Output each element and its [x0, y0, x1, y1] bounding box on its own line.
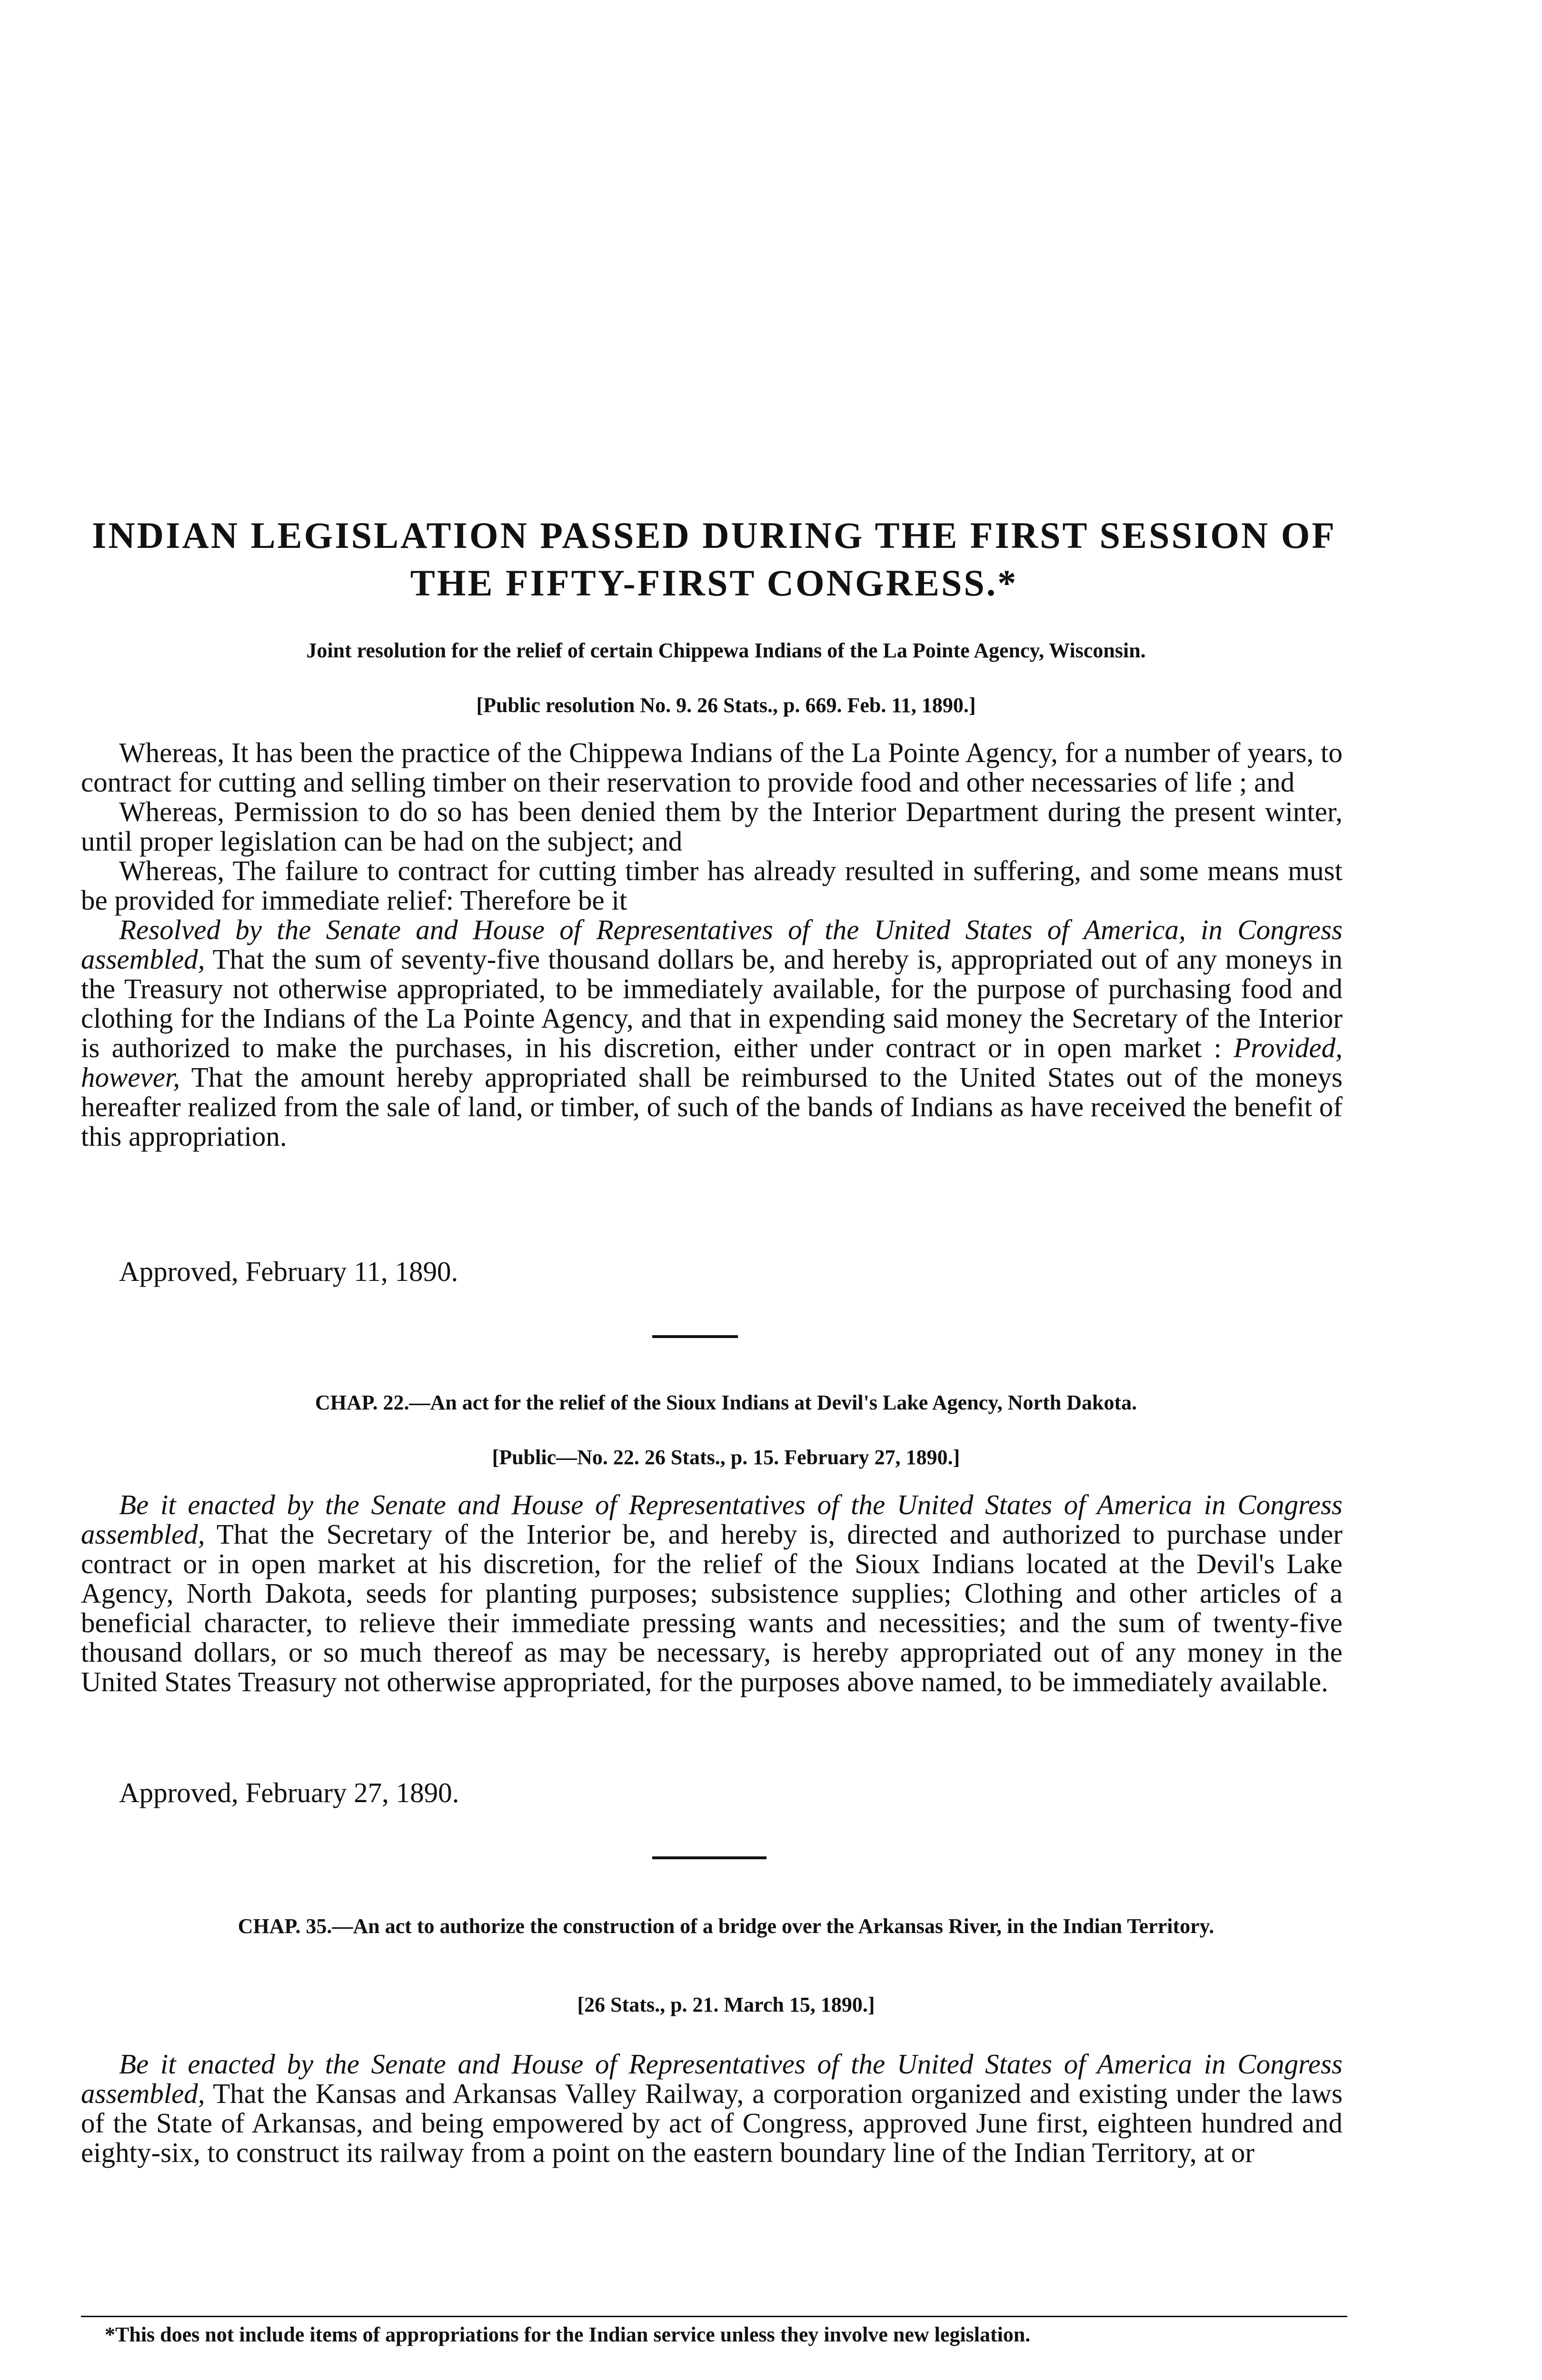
section-divider	[652, 1856, 766, 1859]
section-3-enactment	[81, 2049, 1343, 2167]
section-3-citation: [26 Stats., p. 21. March 15, 1890.]	[577, 1993, 875, 2016]
section-1-citation: [Public resolution No. 9. 26 Stats., p. 669. Feb. 11, 1890.]	[476, 694, 976, 717]
section-2-enactment	[81, 1490, 1343, 1696]
enactment-text: That the Secretary of the Interior be, and hereby is, directed and authorized to purchase under contract or in open market at his discretion, for the relief of the Sioux Indians located at the Devil's Lake Agency, North Dakota, seeds for planting purposes; subsistence supplies; Clothing and other articles of a beneficial character, to relieve their immediate pressing wants and necessities; and the sum of twenty-five thousand dollars, or so much thereof as may be necessary, is hereby appropriated out of any money in the United States Treasury not otherwise appropriated, for the purposes above named, to be immediately available.	[81, 1518, 1343, 1697]
resolution-enacting-clause: Resolved by the Senate and House of Representatives of the United States of America, in Congress assembled,	[81, 914, 1343, 975]
section-1-whereas-2: Whereas, Permission to do so has been denied them by the Interior Department during the present winter, until proper legislation can be had on the subject; and	[81, 796, 1343, 857]
section-2-approved: Approved, February 27, 1890.	[119, 1777, 459, 1808]
section-1-approved: Approved, February 11, 1890.	[119, 1256, 458, 1287]
title-line-2: THE FIFTY-FIRST CONGRESS.*	[410, 562, 1018, 604]
resolution-proviso: Provided, however,	[81, 1032, 1343, 1093]
resolution-text-b: That the amount hereby appropriated shall be reimbursed to the United States out of the moneys hereafter realized from the sale of land, or timber, of such of the bands of Indians as have received the benefit of this appropriation.	[81, 1061, 1343, 1152]
section-2-citation: [Public—No. 22. 26 Stats., p. 15. February 27, 1890.]	[492, 1446, 960, 1469]
title-line-1: INDIAN LEGISLATION PASSED DURING THE FIRST SESSION OF	[91, 515, 1337, 556]
section-3-body	[81, 2049, 1343, 2167]
section-2-body	[81, 1490, 1343, 1696]
section-1-whereas-1: Whereas, It has been the practice of the Chippewa Indians of the La Pointe Agency, for a number of years, to contract for cutting and selling timber on their reservation to provide food and other necessaries of life ; and	[81, 737, 1343, 798]
section-3-heading: CHAP. 35.—An act to authorize the construction of a bridge over the Arkansas River, in the Indian Territory.	[238, 1914, 1214, 1938]
section-1-resolution	[81, 915, 1343, 1151]
section-1-body	[81, 738, 1343, 1151]
resolution-text-a: That the sum of seventy-five thousand dollars be, and hereby is, appropriated out of any moneys in the Treasury not otherwise appropriated, to be immediately available, for the purpose of purchasing food and clothing for the Indians of the La Pointe Agency, and that in expending said money the Secretary of the Interior is authorized to make the purchases, in his discretion, either under contract or in open market :	[81, 943, 1343, 1063]
page-title	[71, 512, 1357, 607]
section-divider	[652, 1335, 738, 1338]
section-1-heading: Joint resolution for the relief of certain Chippewa Indians of the La Pointe Agency, Wisconsin.	[306, 639, 1146, 662]
footnote: *This does not include items of appropriations for the Indian service unless they involve new legislation.	[105, 2323, 1031, 2346]
enactment-text: That the Kansas and Arkansas Valley Railway, a corporation organized and existing under the laws of the State of Arkansas, and being empowered by act of Congress, approved June first, eighteen hundred and eighty-six, to construct its railway from a point on the eastern boundary line of the Indian Territory, at or	[81, 2078, 1343, 2168]
section-2-heading: CHAP. 22.—An act for the relief of the Sioux Indians at Devil's Lake Agency, North Dakota.	[315, 1391, 1137, 1414]
enacting-clause: Be it enacted by the Senate and House of Representatives of the United States of America in Congress assembled,	[81, 1489, 1343, 1550]
enacting-clause: Be it enacted by the Senate and House of Representatives of the United States of America in Congress assembled,	[81, 2048, 1343, 2109]
footnote-rule	[81, 2316, 1347, 2317]
section-1-whereas-3: Whereas, The failure to contract for cutting timber has already resulted in suffering, and some means must be provided for immediate relief: Therefore be it	[81, 855, 1343, 916]
